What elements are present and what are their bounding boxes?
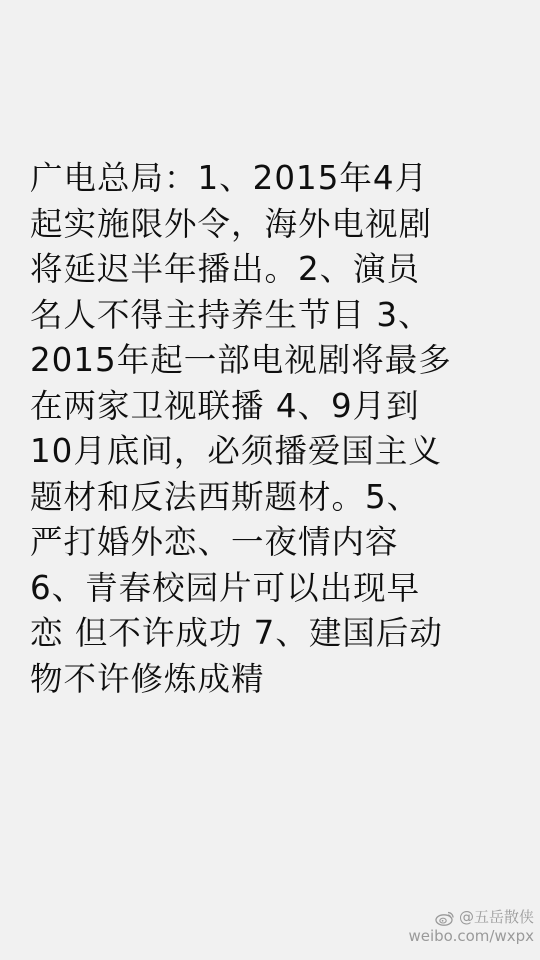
text-line-9: 严打婚外恋、一夜情内容 — [30, 523, 399, 561]
text-line-6: 在两家卫视联播 4、9月到 — [30, 386, 420, 425]
text-line-10: 6、青春校园片可以出现早 — [30, 568, 421, 607]
text-line-3: 将延迟半年播出。2、演员 — [30, 250, 421, 288]
text-line-1: 广电总局：1、2015年4月 — [30, 159, 429, 197]
text-line-4: 名人不得主持养生节目 3、 — [30, 295, 432, 334]
weibo-watermark — [408, 908, 534, 946]
text-line-12: 物不许修炼成精 — [30, 659, 265, 698]
watermark-handle-row — [408, 908, 534, 927]
text-line-5: 2015年起一部电视剧将最多 — [30, 341, 452, 379]
notice-text-block — [30, 156, 510, 702]
text-line-8: 题材和反法西斯题材。5、 — [30, 477, 421, 516]
weibo-logo-icon — [435, 910, 455, 926]
text-line-7: 10月底间，必须播爱国主义 — [30, 432, 442, 470]
watermark-url: weibo.com/wxpx — [408, 927, 534, 945]
watermark-handle: @五岳散侠 — [458, 908, 534, 926]
text-line-11: 恋 但不许成功 7、建国后动 — [30, 614, 443, 652]
text-line-2: 起实施限外令，海外电视剧 — [30, 204, 433, 243]
